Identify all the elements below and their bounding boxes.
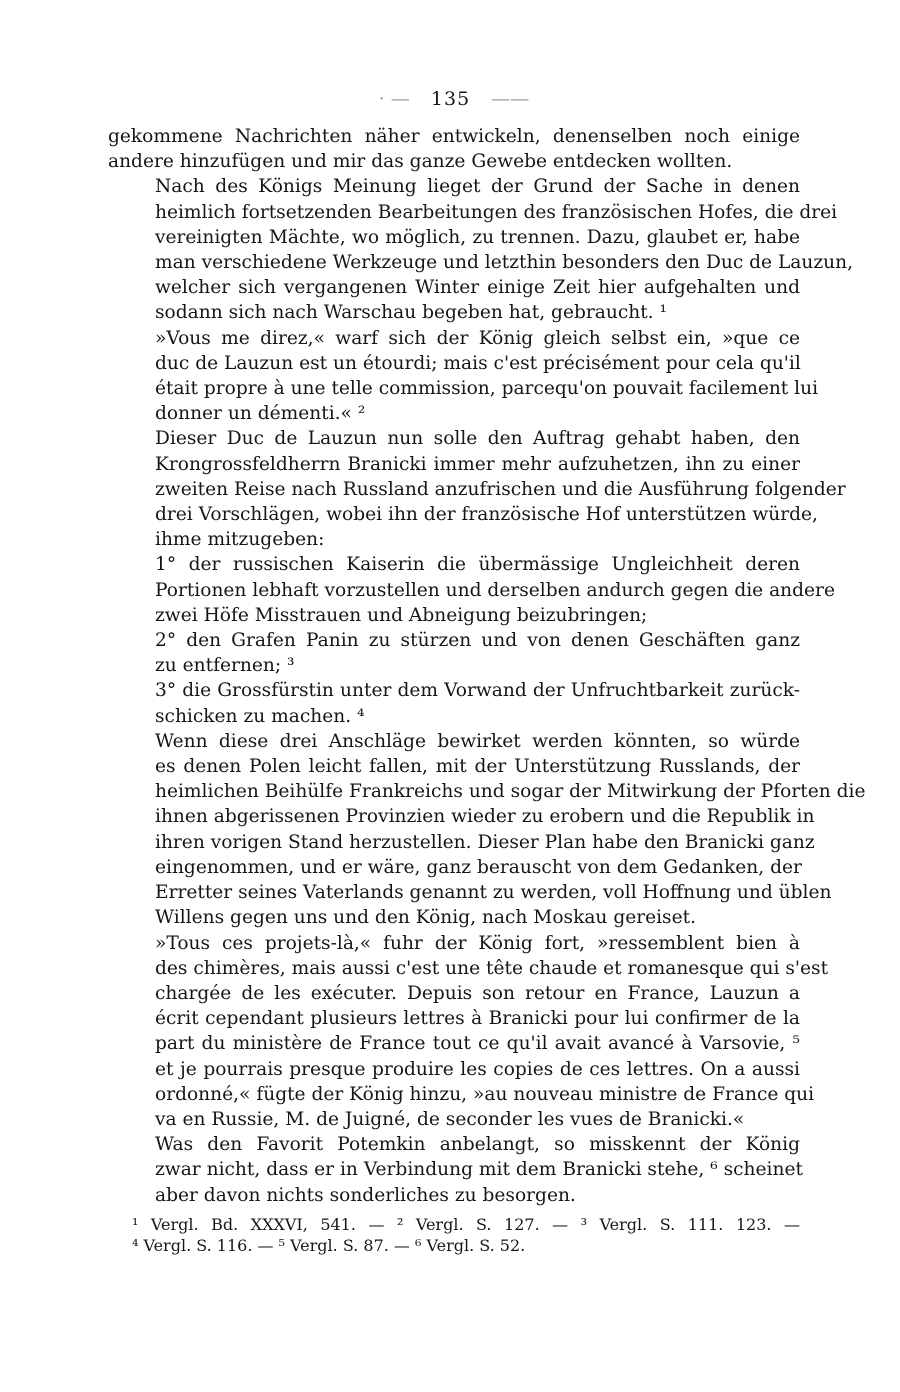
text-line: part du ministère de France tout ce qu'il avait avancé à Varsovie, ⁵	[155, 1033, 800, 1055]
text-line: écrit cependant plusieurs lettres à Branicki pour lui confirmer de la	[155, 1008, 800, 1030]
text-line: zweiten Reise nach Russland anzufrischen und die Ausführung folgender	[155, 478, 846, 500]
text-line: heimlich fortsetzenden Bearbeitungen des französischen Hofes, die drei	[155, 201, 838, 223]
paragraph	[108, 729, 866, 931]
page-header	[108, 86, 800, 124]
text-line: donner un démenti.« ²	[155, 403, 366, 425]
paragraph	[108, 1132, 803, 1208]
paragraph	[108, 628, 800, 678]
text-line: man verschiedene Werkzeuge und letzthin besonders den Duc de Lauzun,	[155, 252, 854, 274]
text-line: Willens gegen uns und den König, nach Moskau gereiset.	[155, 907, 696, 929]
text-line: Erretter seines Vaterlands genannt zu werden, voll Hoffnung und üblen	[155, 882, 832, 904]
text-line: ordonné,« fügte der König hinzu, »au nouveau ministre de France qui	[155, 1083, 815, 1105]
text-line: des chimères, mais aussi c'est une tête chaude et romanesque qui s'est	[155, 957, 829, 979]
text-line: gekommene Nachrichten näher entwickeln, denenselben noch einige	[108, 126, 800, 147]
text-line: était propre à une telle commission, parcequ'on pouvait facilement lui	[155, 378, 819, 400]
text-line: eingenommen, und er wäre, ganz berauscht von dem Gedanken, der	[155, 856, 802, 878]
text-line: Dieser Duc de Lauzun nun solle den Auftrag gehabt haben, den	[155, 428, 800, 450]
text-line: 2° den Grafen Panin zu stürzen und von denen Geschäften ganz	[155, 630, 800, 652]
paragraph	[108, 931, 829, 1133]
text-line: Nach des Königs Meinung lieget der Grund der Sache in denen	[155, 176, 800, 198]
text-line: Wenn diese drei Anschläge bewirket werden könnten, so würde	[155, 730, 800, 752]
text-line: es denen Polen leicht fallen, mit der Unterstützung Russlands, der	[155, 756, 800, 778]
text-line: welcher sich vergangenen Winter einige Zeit hier aufgehalten und	[155, 277, 800, 299]
paragraph	[108, 678, 800, 728]
text-line: ihme mitzugeben:	[155, 529, 325, 551]
document-page	[108, 86, 866, 1256]
text-line: zu entfernen; ³	[155, 655, 295, 677]
text-line: aber davon nichts sonderliches zu besorgen.	[155, 1184, 576, 1206]
page-number: 135	[430, 88, 471, 110]
paragraph	[108, 426, 846, 552]
text-line: sodann sich nach Warschau begeben hat, gebraucht. ¹	[155, 302, 667, 324]
text-line: chargée de les exécuter. Depuis son retour en France, Lauzun a	[155, 982, 800, 1004]
text-line: duc de Lauzun est un étourdi; mais c'est précisément pour cela qu'il	[155, 352, 801, 374]
text-line: ihnen abgerissenen Provinzien wieder zu erobern und die Republik in	[155, 806, 815, 828]
body-text	[108, 124, 866, 1208]
paragraph	[108, 124, 800, 174]
text-line: schicken zu machen. ⁴	[155, 705, 365, 727]
text-line: 3° die Grossfürstin unter dem Vorwand der Unfruchtbarkeit zurück-	[155, 680, 800, 702]
paragraph	[108, 174, 854, 325]
text-line: Portionen lebhaft vorzustellen und derselben andurch gegen die andere	[155, 579, 835, 601]
text-line: zwei Höfe Misstrauen und Abneigung beizubringen;	[155, 604, 648, 626]
text-line: drei Vorschlägen, wobei ihn der französische Hof unterstützen würde,	[155, 504, 818, 526]
text-line: Was den Favorit Potemkin anbelangt, so misskennt der König	[155, 1134, 800, 1156]
text-line: et je pourrais presque produire les copies de ces lettres. On a aussi	[155, 1058, 800, 1080]
text-line: Krongrossfeldherrn Branicki immer mehr aufzuhetzen, ihn zu einer	[155, 453, 800, 475]
footnote-line: ¹ Vergl. Bd. XXXVI, 541. — ² Vergl. S. 127. — ³ Vergl. S. 111. 123. —	[132, 1214, 800, 1234]
footnote-line: ⁴ Vergl. S. 116. — ⁵ Vergl. S. 87. — ⁶ Vergl. S. 52.	[132, 1235, 526, 1255]
header-rule-left: · —	[378, 88, 410, 110]
text-line: »Tous ces projets-là,« fuhr der König fort, »ressemblent bien à	[155, 932, 800, 954]
header-rule-right: ——	[491, 88, 530, 110]
text-line: zwar nicht, dass er in Verbindung mit dem Branicki stehe, ⁶ scheinet	[155, 1159, 803, 1181]
text-line: 1° der russischen Kaiserin die übermässige Ungleichheit deren	[155, 554, 800, 576]
text-line: ihren vorigen Stand herzustellen. Dieser Plan habe den Branicki ganz	[155, 831, 815, 853]
paragraph	[108, 552, 835, 628]
text-line: heimlichen Beihülfe Frankreichs und sogar der Mitwirkung der Pforten die	[155, 781, 866, 803]
paragraph	[108, 326, 819, 427]
text-line: andere hinzufügen und mir das ganze Gewebe entdecken wollten.	[108, 151, 733, 173]
text-line: »Vous me direz,« warf sich der König gleich selbst ein, »que ce	[155, 327, 800, 349]
text-line: va en Russie, M. de Juigné, de seconder les vues de Branicki.«	[155, 1108, 745, 1130]
footnotes	[108, 1214, 800, 1256]
text-line: vereinigten Mächte, wo möglich, zu trennen. Dazu, glaubet er, habe	[155, 226, 800, 248]
